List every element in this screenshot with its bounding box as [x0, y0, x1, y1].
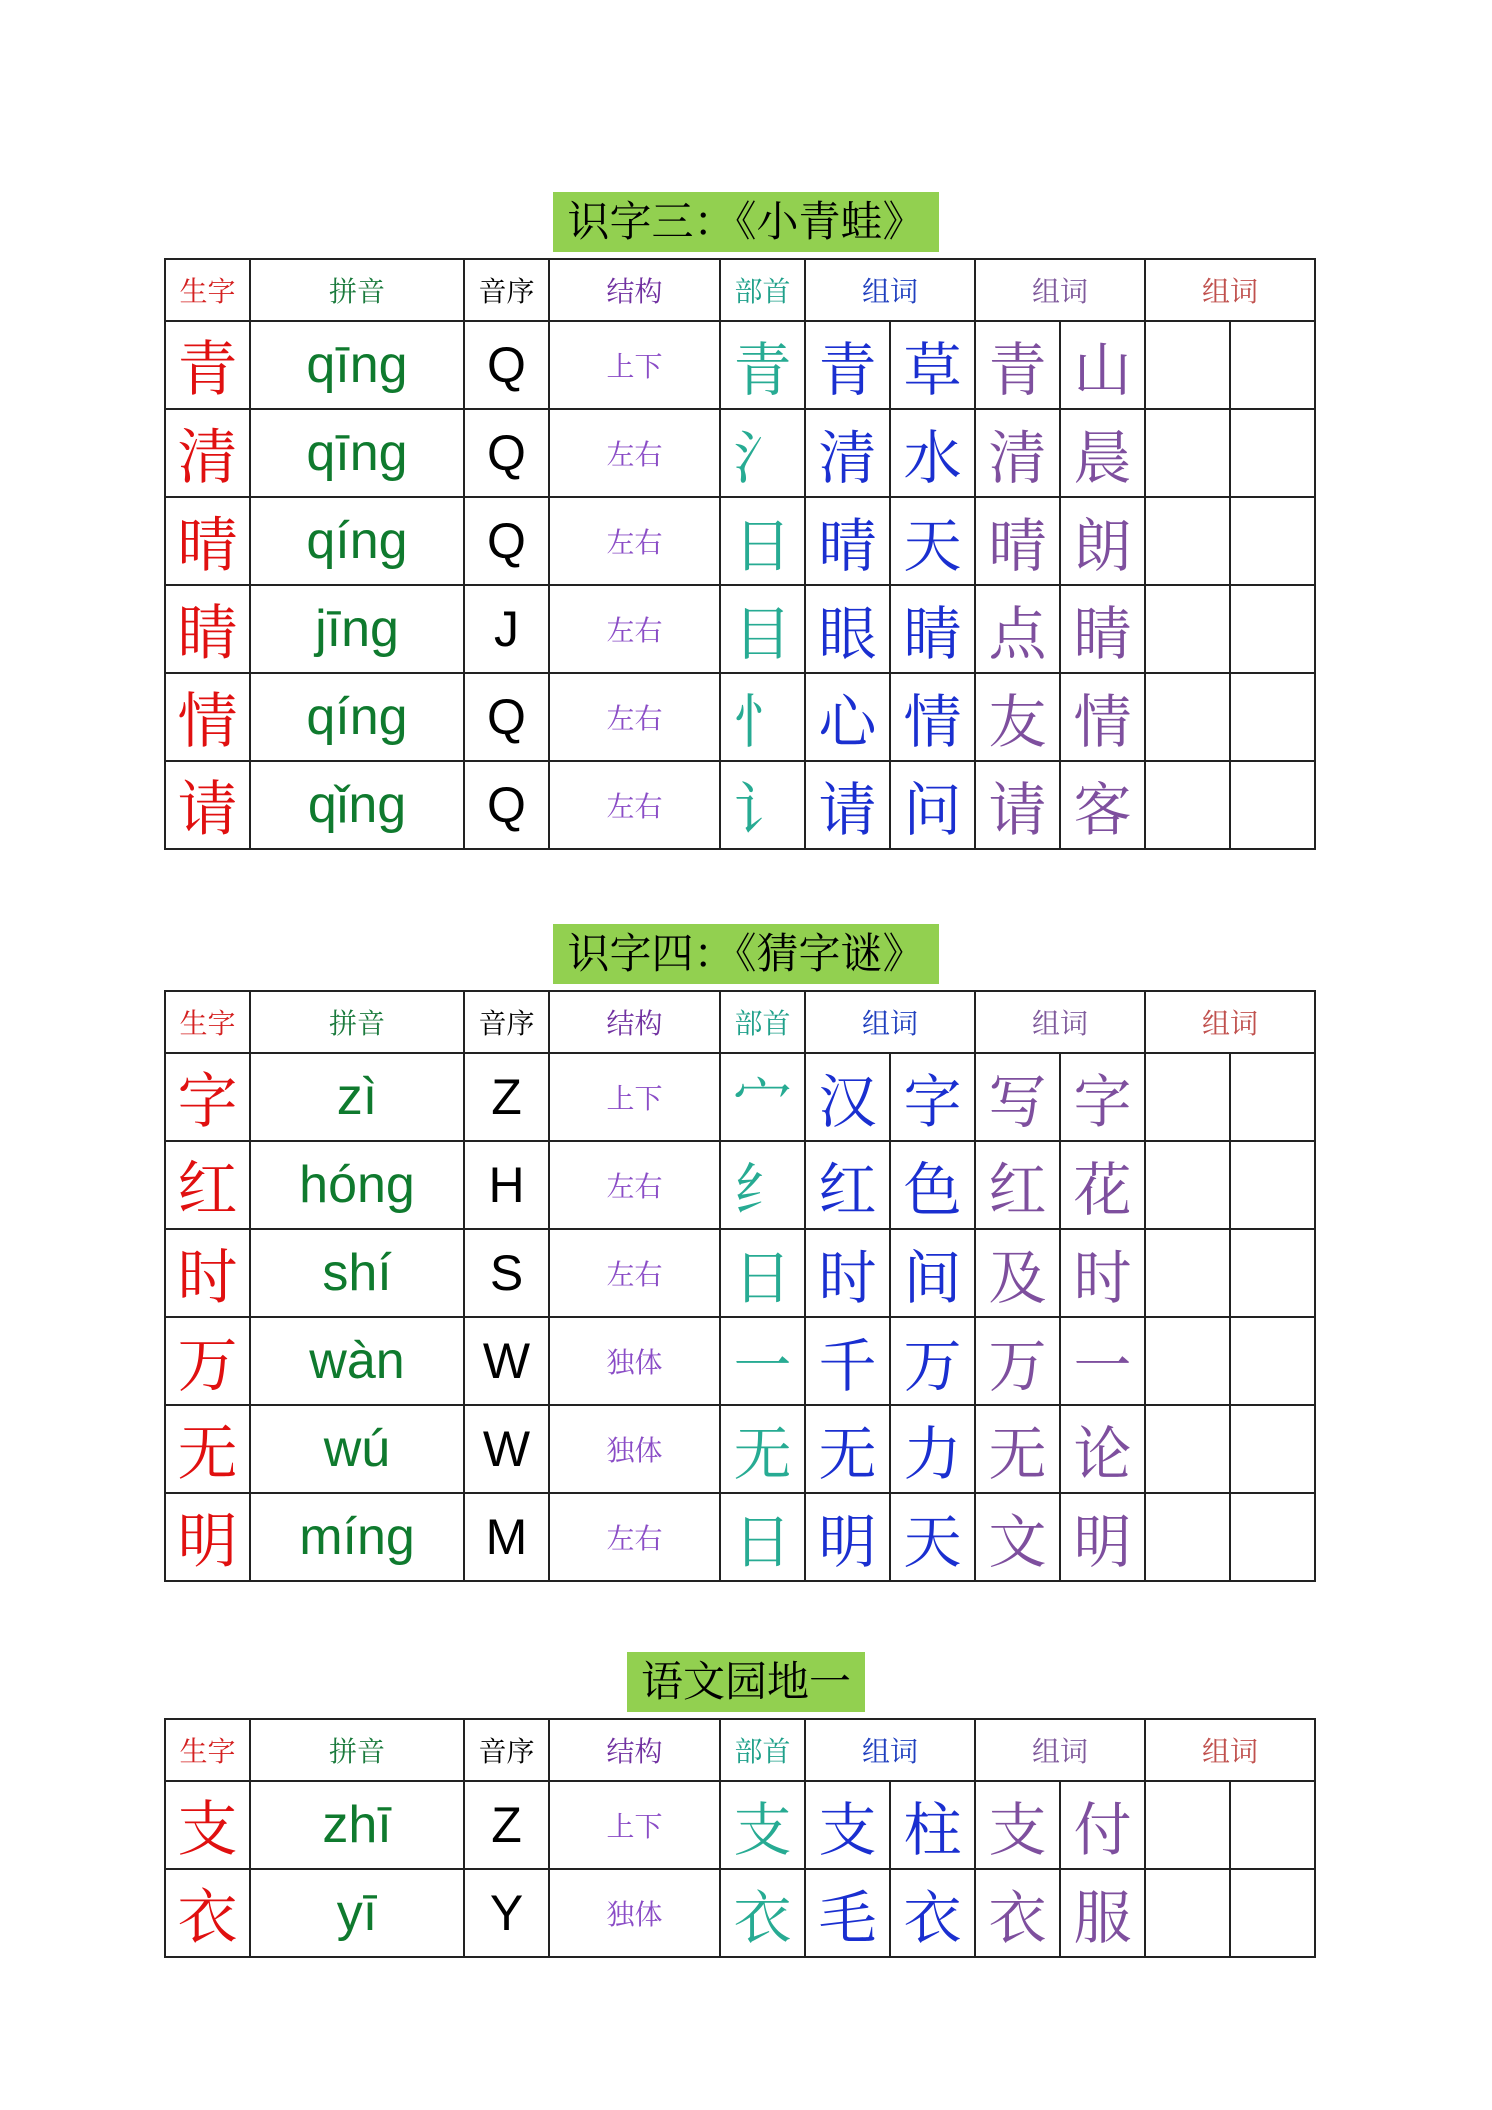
word-1-char-b: 天 [890, 497, 975, 585]
pinyin-cell: yī [250, 1869, 464, 1957]
new-character: 请 [165, 761, 250, 849]
pinyin-cell: míng [250, 1493, 464, 1581]
word-1-char-b: 色 [890, 1141, 975, 1229]
pinyin-cell: qíng [250, 497, 464, 585]
word-1-char-a: 明 [805, 1493, 890, 1581]
pinyin-cell: hóng [250, 1141, 464, 1229]
section-3 [0, 1652, 1492, 1953]
blank-cell-b [1230, 673, 1315, 761]
blank-cell-a [1145, 1141, 1230, 1229]
word-1-char-a: 无 [805, 1405, 890, 1493]
word-2-char-a: 无 [975, 1405, 1060, 1493]
word-2-char-b: 客 [1060, 761, 1145, 849]
pinyin-cell: wú [250, 1405, 464, 1493]
new-character: 无 [165, 1405, 250, 1493]
blank-cell-b [1230, 1781, 1315, 1869]
header-zuci-1: 组词 [805, 1719, 975, 1781]
character-table [164, 258, 1316, 850]
blank-cell-b [1230, 585, 1315, 673]
table-header-row [165, 1719, 1315, 1781]
table-row [165, 1317, 1315, 1405]
radical-cell: 青 [720, 321, 805, 409]
table-row [165, 409, 1315, 497]
word-1-char-a: 青 [805, 321, 890, 409]
word-2-char-b: 晨 [1060, 409, 1145, 497]
new-character: 青 [165, 321, 250, 409]
table-row [165, 1229, 1315, 1317]
new-character: 支 [165, 1781, 250, 1869]
structure-cell: 左右 [549, 497, 720, 585]
header-sheng: 生字 [165, 1719, 250, 1781]
word-2-char-a: 红 [975, 1141, 1060, 1229]
blank-cell-b [1230, 1405, 1315, 1493]
header-yinxu: 音序 [464, 259, 549, 321]
new-character: 情 [165, 673, 250, 761]
header-zuci-2: 组词 [975, 1719, 1145, 1781]
header-zuci-1: 组词 [805, 991, 975, 1053]
word-2-char-a: 请 [975, 761, 1060, 849]
initial-letter: Q [464, 761, 549, 849]
structure-cell: 左右 [549, 1141, 720, 1229]
initial-letter: W [464, 1317, 549, 1405]
header-zuci-2: 组词 [975, 259, 1145, 321]
word-1-char-a: 千 [805, 1317, 890, 1405]
initial-letter: Z [464, 1053, 549, 1141]
header-yinxu: 音序 [464, 1719, 549, 1781]
radical-cell: 无 [720, 1405, 805, 1493]
structure-cell: 独体 [549, 1869, 720, 1957]
blank-cell-a [1145, 321, 1230, 409]
word-1-char-b: 力 [890, 1405, 975, 1493]
structure-cell: 左右 [549, 1493, 720, 1581]
pinyin-cell: qǐng [250, 761, 464, 849]
structure-cell: 左右 [549, 585, 720, 673]
section-title: 识字四：《猜字谜》 [553, 924, 938, 984]
word-2-char-a: 点 [975, 585, 1060, 673]
header-bushou: 部首 [720, 259, 805, 321]
initial-letter: J [464, 585, 549, 673]
character-table [164, 990, 1316, 1582]
blank-cell-a [1145, 1405, 1230, 1493]
blank-cell-a [1145, 1053, 1230, 1141]
structure-cell: 独体 [549, 1317, 720, 1405]
word-1-char-b: 情 [890, 673, 975, 761]
word-2-char-b: 朗 [1060, 497, 1145, 585]
header-jiegou: 结构 [549, 991, 720, 1053]
word-1-char-a: 汉 [805, 1053, 890, 1141]
blank-cell-a [1145, 497, 1230, 585]
header-bushou: 部首 [720, 991, 805, 1053]
word-2-char-b: 付 [1060, 1781, 1145, 1869]
word-1-char-b: 字 [890, 1053, 975, 1141]
word-2-char-b: 时 [1060, 1229, 1145, 1317]
table-row [165, 1141, 1315, 1229]
word-2-char-b: 论 [1060, 1405, 1145, 1493]
radical-cell: 日 [720, 497, 805, 585]
pinyin-cell: qíng [250, 673, 464, 761]
radical-cell: 讠 [720, 761, 805, 849]
initial-letter: Q [464, 321, 549, 409]
header-zuci-2: 组词 [975, 991, 1145, 1053]
new-character: 字 [165, 1053, 250, 1141]
word-1-char-a: 毛 [805, 1869, 890, 1957]
new-character: 明 [165, 1493, 250, 1581]
initial-letter: W [464, 1405, 549, 1493]
blank-cell-b [1230, 409, 1315, 497]
table-row [165, 321, 1315, 409]
word-1-char-b: 衣 [890, 1869, 975, 1957]
table-row [165, 1053, 1315, 1141]
new-character: 衣 [165, 1869, 250, 1957]
initial-letter: Q [464, 409, 549, 497]
radical-cell: 纟 [720, 1141, 805, 1229]
section-1 [0, 192, 1492, 845]
section-title-wrap [0, 192, 1492, 256]
word-2-char-a: 万 [975, 1317, 1060, 1405]
word-2-char-b: 睛 [1060, 585, 1145, 673]
new-character: 红 [165, 1141, 250, 1229]
word-1-char-a: 清 [805, 409, 890, 497]
blank-cell-a [1145, 1493, 1230, 1581]
word-1-char-b: 柱 [890, 1781, 975, 1869]
radical-cell: 宀 [720, 1053, 805, 1141]
table-row [165, 1493, 1315, 1581]
word-2-char-b: 山 [1060, 321, 1145, 409]
structure-cell: 上下 [549, 1053, 720, 1141]
table-header-row [165, 991, 1315, 1053]
section-title: 识字三：《小青蛙》 [553, 192, 938, 252]
radical-cell: 氵 [720, 409, 805, 497]
word-2-char-b: 字 [1060, 1053, 1145, 1141]
initial-letter: Z [464, 1781, 549, 1869]
structure-cell: 上下 [549, 321, 720, 409]
new-character: 清 [165, 409, 250, 497]
initial-letter: H [464, 1141, 549, 1229]
structure-cell: 独体 [549, 1405, 720, 1493]
initial-letter: Y [464, 1869, 549, 1957]
section-title-wrap [0, 924, 1492, 988]
word-2-char-a: 清 [975, 409, 1060, 497]
pinyin-cell: wàn [250, 1317, 464, 1405]
word-1-char-b: 问 [890, 761, 975, 849]
header-pinyin: 拼音 [250, 991, 464, 1053]
pinyin-cell: shí [250, 1229, 464, 1317]
word-2-char-b: 情 [1060, 673, 1145, 761]
radical-cell: 忄 [720, 673, 805, 761]
new-character: 晴 [165, 497, 250, 585]
header-sheng: 生字 [165, 259, 250, 321]
word-1-char-a: 心 [805, 673, 890, 761]
blank-cell-a [1145, 1317, 1230, 1405]
blank-cell-a [1145, 673, 1230, 761]
new-character: 万 [165, 1317, 250, 1405]
word-2-char-a: 青 [975, 321, 1060, 409]
structure-cell: 左右 [549, 1229, 720, 1317]
pinyin-cell: qīng [250, 321, 464, 409]
word-1-char-b: 睛 [890, 585, 975, 673]
table-row [165, 585, 1315, 673]
word-1-char-b: 万 [890, 1317, 975, 1405]
header-zuci-3: 组词 [1145, 259, 1315, 321]
header-zuci-3: 组词 [1145, 991, 1315, 1053]
header-zuci-3: 组词 [1145, 1719, 1315, 1781]
table-row [165, 497, 1315, 585]
table-row [165, 673, 1315, 761]
header-zuci-1: 组词 [805, 259, 975, 321]
word-1-char-a: 晴 [805, 497, 890, 585]
blank-cell-b [1230, 761, 1315, 849]
blank-cell-b [1230, 1869, 1315, 1957]
radical-cell: 日 [720, 1493, 805, 1581]
table-header-row [165, 259, 1315, 321]
section-title: 语文园地一 [627, 1652, 865, 1712]
new-character: 时 [165, 1229, 250, 1317]
table-row [165, 761, 1315, 849]
word-2-char-a: 支 [975, 1781, 1060, 1869]
word-1-char-a: 红 [805, 1141, 890, 1229]
word-1-char-b: 水 [890, 409, 975, 497]
word-2-char-a: 写 [975, 1053, 1060, 1141]
word-2-char-b: 花 [1060, 1141, 1145, 1229]
blank-cell-a [1145, 1229, 1230, 1317]
word-2-char-a: 友 [975, 673, 1060, 761]
radical-cell: 目 [720, 585, 805, 673]
header-pinyin: 拼音 [250, 1719, 464, 1781]
initial-letter: Q [464, 673, 549, 761]
word-2-char-b: 一 [1060, 1317, 1145, 1405]
blank-cell-b [1230, 1317, 1315, 1405]
word-2-char-a: 及 [975, 1229, 1060, 1317]
header-jiegou: 结构 [549, 259, 720, 321]
radical-cell: 一 [720, 1317, 805, 1405]
header-pinyin: 拼音 [250, 259, 464, 321]
header-yinxu: 音序 [464, 991, 549, 1053]
new-character: 睛 [165, 585, 250, 673]
table-row [165, 1405, 1315, 1493]
word-1-char-a: 眼 [805, 585, 890, 673]
word-2-char-b: 服 [1060, 1869, 1145, 1957]
word-1-char-b: 草 [890, 321, 975, 409]
word-1-char-b: 天 [890, 1493, 975, 1581]
header-sheng: 生字 [165, 991, 250, 1053]
word-1-char-a: 支 [805, 1781, 890, 1869]
blank-cell-a [1145, 761, 1230, 849]
word-1-char-b: 间 [890, 1229, 975, 1317]
structure-cell: 左右 [549, 761, 720, 849]
blank-cell-b [1230, 1229, 1315, 1317]
structure-cell: 左右 [549, 409, 720, 497]
section-2 [0, 924, 1492, 1577]
pinyin-cell: zì [250, 1053, 464, 1141]
header-jiegou: 结构 [549, 1719, 720, 1781]
blank-cell-b [1230, 1493, 1315, 1581]
word-1-char-a: 请 [805, 761, 890, 849]
table-row [165, 1869, 1315, 1957]
blank-cell-b [1230, 497, 1315, 585]
initial-letter: M [464, 1493, 549, 1581]
radical-cell: 支 [720, 1781, 805, 1869]
word-2-char-a: 晴 [975, 497, 1060, 585]
header-bushou: 部首 [720, 1719, 805, 1781]
word-2-char-a: 文 [975, 1493, 1060, 1581]
pinyin-cell: zhī [250, 1781, 464, 1869]
structure-cell: 上下 [549, 1781, 720, 1869]
word-1-char-a: 时 [805, 1229, 890, 1317]
initial-letter: Q [464, 497, 549, 585]
character-table [164, 1718, 1316, 1958]
radical-cell: 日 [720, 1229, 805, 1317]
blank-cell-b [1230, 321, 1315, 409]
blank-cell-a [1145, 585, 1230, 673]
pinyin-cell: jīng [250, 585, 464, 673]
word-2-char-a: 衣 [975, 1869, 1060, 1957]
table-row [165, 1781, 1315, 1869]
blank-cell-b [1230, 1053, 1315, 1141]
radical-cell: 衣 [720, 1869, 805, 1957]
structure-cell: 左右 [549, 673, 720, 761]
word-2-char-b: 明 [1060, 1493, 1145, 1581]
blank-cell-a [1145, 1869, 1230, 1957]
pinyin-cell: qīng [250, 409, 464, 497]
blank-cell-b [1230, 1141, 1315, 1229]
blank-cell-a [1145, 1781, 1230, 1869]
section-title-wrap [0, 1652, 1492, 1716]
initial-letter: S [464, 1229, 549, 1317]
blank-cell-a [1145, 409, 1230, 497]
